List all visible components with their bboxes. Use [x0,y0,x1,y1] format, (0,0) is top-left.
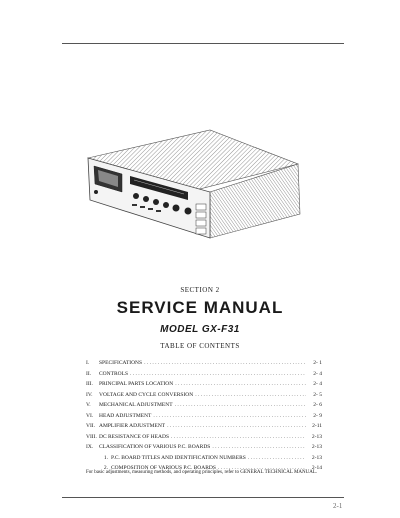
toc-number: IX. [86,444,94,450]
toc-title: CLASSIFICATION OF VARIOUS P.C. BOARDS [99,444,211,450]
toc-leader [153,411,306,422]
toc-leader [195,390,306,401]
toc-leader [144,358,306,369]
toc-title: AMPLIFIER ADJUSTMENT [99,423,166,429]
toc-leader [248,453,306,464]
top-rule [62,43,344,44]
toc-number: II. [86,370,92,377]
toc-number: I. [86,360,90,366]
toc-number: VIII. [86,433,97,440]
toc-page: 2- 4 [313,370,322,377]
toc-number: VII. [86,423,96,429]
toc-entry[interactable] [86,411,322,422]
toc-entry[interactable] [86,369,322,380]
section-label: SECTION 2 [180,286,220,294]
toc-page: 2-14 [311,465,322,471]
toc-page: 2-11 [312,423,322,429]
toc-number: 1. [103,454,108,461]
toc-subentry[interactable] [86,453,322,464]
cassette-deck-illustration [60,120,310,245]
toc-leader [175,379,306,390]
manual-title: SERVICE MANUAL [116,298,284,317]
toc-title: DC RESISTANCE OF HEADS [99,433,169,440]
toc-page: 2- 6 [313,402,322,408]
toc-entry[interactable] [86,379,322,390]
footnote: For basic adjustments, measuring methods, and operating principles, refer to GENERAL TECHNICAL MANUAL. [86,470,318,475]
toc-entry[interactable] [86,358,322,369]
page-number: 2-1 [333,502,343,510]
toc-leader [130,369,306,380]
toc-number: IV. [86,391,93,398]
toc-title: SPECIFICATIONS [99,360,143,366]
toc-heading: TABLE OF CONTENTS [160,342,240,350]
toc-page: 2- 9 [313,412,322,419]
toc-title: COMPOSITION OF VARIOUS P.C. BOARDS [111,465,216,471]
toc-page: 2-13 [311,433,322,440]
toc-entry[interactable] [86,442,322,453]
toc-title: PRINCIPAL PARTS LOCATION [99,381,174,387]
toc-title: CONTROLS [99,370,129,377]
toc-entry[interactable] [86,390,322,401]
toc-page: 2- 1 [313,360,322,366]
toc-page: 2-13 [311,444,322,450]
model-name: MODEL GX-F31 [160,324,240,335]
toc-title: P.C. BOARD TITLES AND IDENTIFICATION NUMBERS [111,454,246,461]
toc-entry[interactable] [86,400,322,411]
toc-number: 2. [103,465,108,471]
toc-leader [212,442,306,453]
toc-leader [175,400,306,411]
toc-title: VOLTAGE AND CYCLE CONVERSION [99,391,194,398]
toc-title: MECHANICAL ADJUSTMENT [99,402,173,408]
toc-page: 2- 5 [313,391,322,398]
toc-page: 2- 4 [313,381,322,387]
toc-number: V. [86,402,91,408]
toc-leader [171,432,306,443]
toc-entry[interactable] [86,421,322,432]
toc-number: III. [86,381,93,387]
toc-entry[interactable] [86,432,322,443]
toc-leader [167,421,306,432]
toc-number: VI. [86,412,94,419]
toc-page: 2-13 [311,454,322,461]
toc-title: HEAD ADJUSTMENT [99,412,152,419]
bottom-rule [62,497,344,498]
table-of-contents [86,358,322,474]
